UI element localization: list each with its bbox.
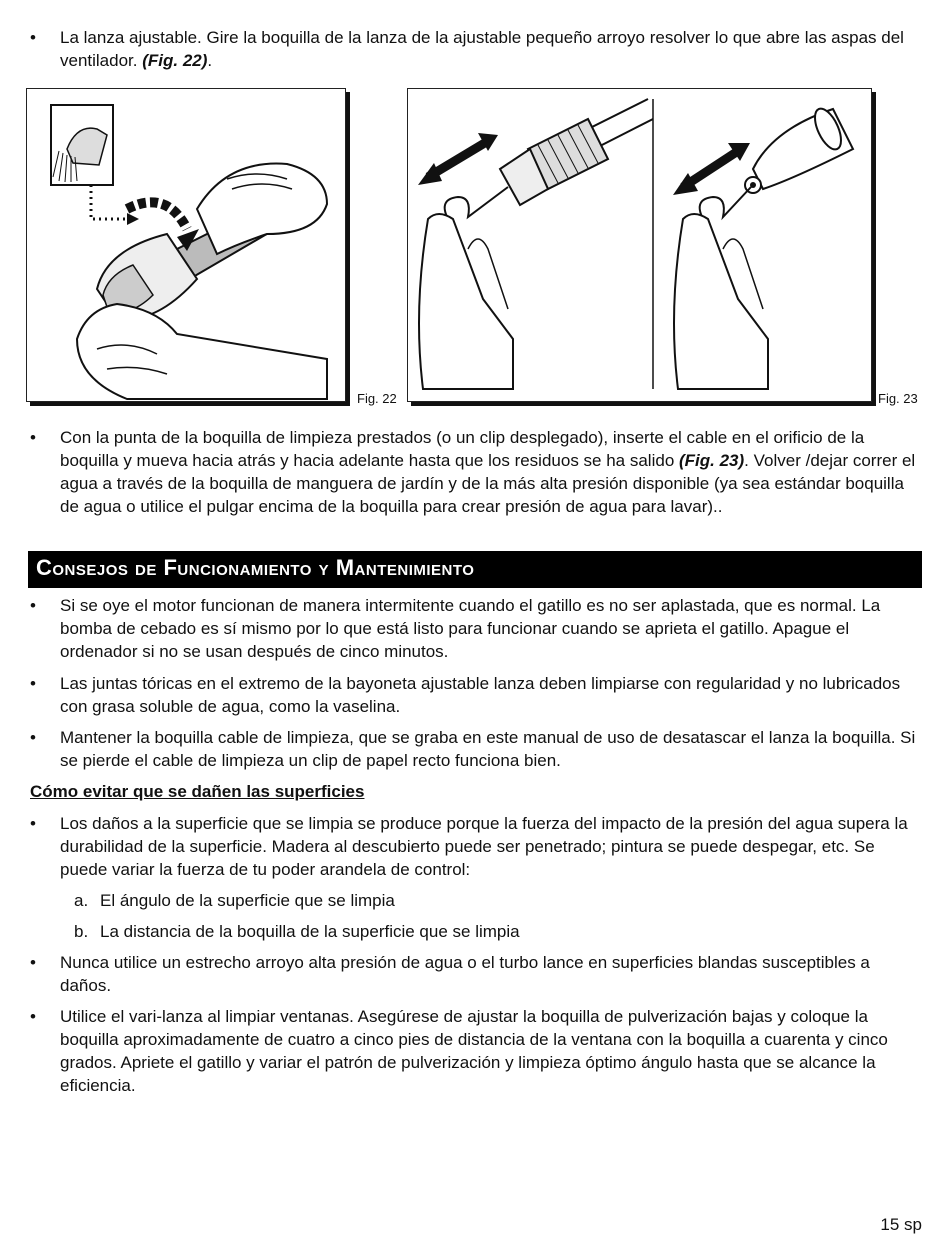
figure-23-illustration [407, 88, 872, 402]
section-title: Consejos de Funcionamiento y Mantenimiento [36, 555, 475, 580]
hand-twisting-nozzle-icon [27, 89, 345, 401]
bullet-text: Mantener la boquilla cable de limpieza, que se graba en este manual de uso de desatascar el lanza la boquilla. Si se pierde el cable de limpieza un clip de papel recto funciona bien. [60, 728, 916, 770]
bullet-marker: • [30, 1007, 36, 1026]
figure-reference: (Fig. 22) [142, 51, 208, 70]
sub-item-angle [74, 889, 395, 912]
damage-bullet-intro [30, 812, 920, 881]
bullet-text: La lanza ajustable. Gire la boquilla de la lanza de la ajustable pequeño arroyo resolver lo que abre las aspas del ventilador. (Fig. 22). [60, 28, 904, 70]
bullet-text: Nunca utilice un estrecho arroyo alta presión de agua o el turbo lance en superficies blandas susceptibles a daños. [60, 953, 870, 995]
bullet-marker: • [30, 814, 36, 833]
page-number: 15 sp [880, 1215, 922, 1234]
bullet-marker: • [30, 953, 36, 972]
bullet-text: Los daños a la superficie que se limpia se produce porque la fuerza del impacto de la presión del agua supera la durabilidad de la superficie. Madera al descubierto puede ser penetrado; pintura se puede despegar, etc. Se puede variar la fuerza de tu poder arandela de control: [60, 814, 908, 879]
instruction-bullet-adjustable-lance [30, 26, 920, 72]
tip-bullet-cleaning-wire [30, 726, 920, 772]
cleaning-pin-insertion-icon [408, 89, 871, 401]
bullet-marker: • [30, 596, 36, 615]
damage-bullet-soft-surfaces [30, 951, 920, 997]
bullet-text: Si se oye el motor funcionan de manera intermitente cuando el gatillo es no ser aplastada, que es normal. La bomba de cebado es sí mismo por lo que está listo para funcionar cuando se aprieta el gatillo. Apague el ordenador si no se usan después de cinco minutos. [60, 596, 881, 661]
bullet-marker: • [30, 428, 36, 447]
bullet-text: Con la punta de la boquilla de limpieza prestados (o un clip desplegado), inserte el cable en el orificio de la boquilla y mueva hacia atrás y hacia adelante hasta que los residuos se ha salido (Fig. 23). Volver /dejar correr el agua a través de la boquilla de manguera de jardín y de la más alta presión disponible (ya sea estándar boquilla de agua o utilice el pulgar encima de la boquilla para crear presión de agua para lavar).. [60, 428, 916, 516]
figure-23-caption: Fig. 23 [878, 391, 918, 406]
sub-item-text: El ángulo de la superficie que se limpia [100, 891, 395, 910]
tip-bullet-motor [30, 594, 920, 663]
section-banner [28, 551, 922, 588]
tip-bullet-o-rings [30, 672, 920, 718]
bullet-marker: • [30, 28, 36, 47]
sub-item-label: b. [74, 922, 89, 941]
figure-reference: (Fig. 23) [679, 451, 745, 470]
bullet-marker: • [30, 728, 36, 747]
bullet-marker: • [30, 674, 36, 693]
instruction-bullet-cleaning-pin [30, 426, 920, 518]
subsection-heading: Cómo evitar que se dañen las superficies [30, 782, 365, 801]
damage-bullet-windows [30, 1005, 920, 1097]
sub-item-text: La distancia de la boquilla de la superficie que se limpia [100, 922, 520, 941]
figure-22-illustration [26, 88, 346, 402]
sub-item-distance [74, 920, 520, 943]
figure-22-caption: Fig. 22 [357, 391, 397, 406]
bullet-text: Las juntas tóricas en el extremo de la bayoneta ajustable lanza deben limpiarse con regularidad y no lubricados con grasa soluble de agua, como la vaselina. [60, 674, 901, 716]
sub-item-label: a. [74, 891, 89, 910]
bullet-text: Utilice el vari-lanza al limpiar ventanas. Asegúrese de ajustar la boquilla de pulverización bajas y coloque la boquilla aproximadamente de cuatro a cinco pies de distancia de la ventana con la boquilla a cuarenta y cinco grados. Apriete el gatillo y variar el patrón de pulverización y limpieza óptimo ángulo hasta que se alcance la eficiencia. [60, 1007, 888, 1095]
